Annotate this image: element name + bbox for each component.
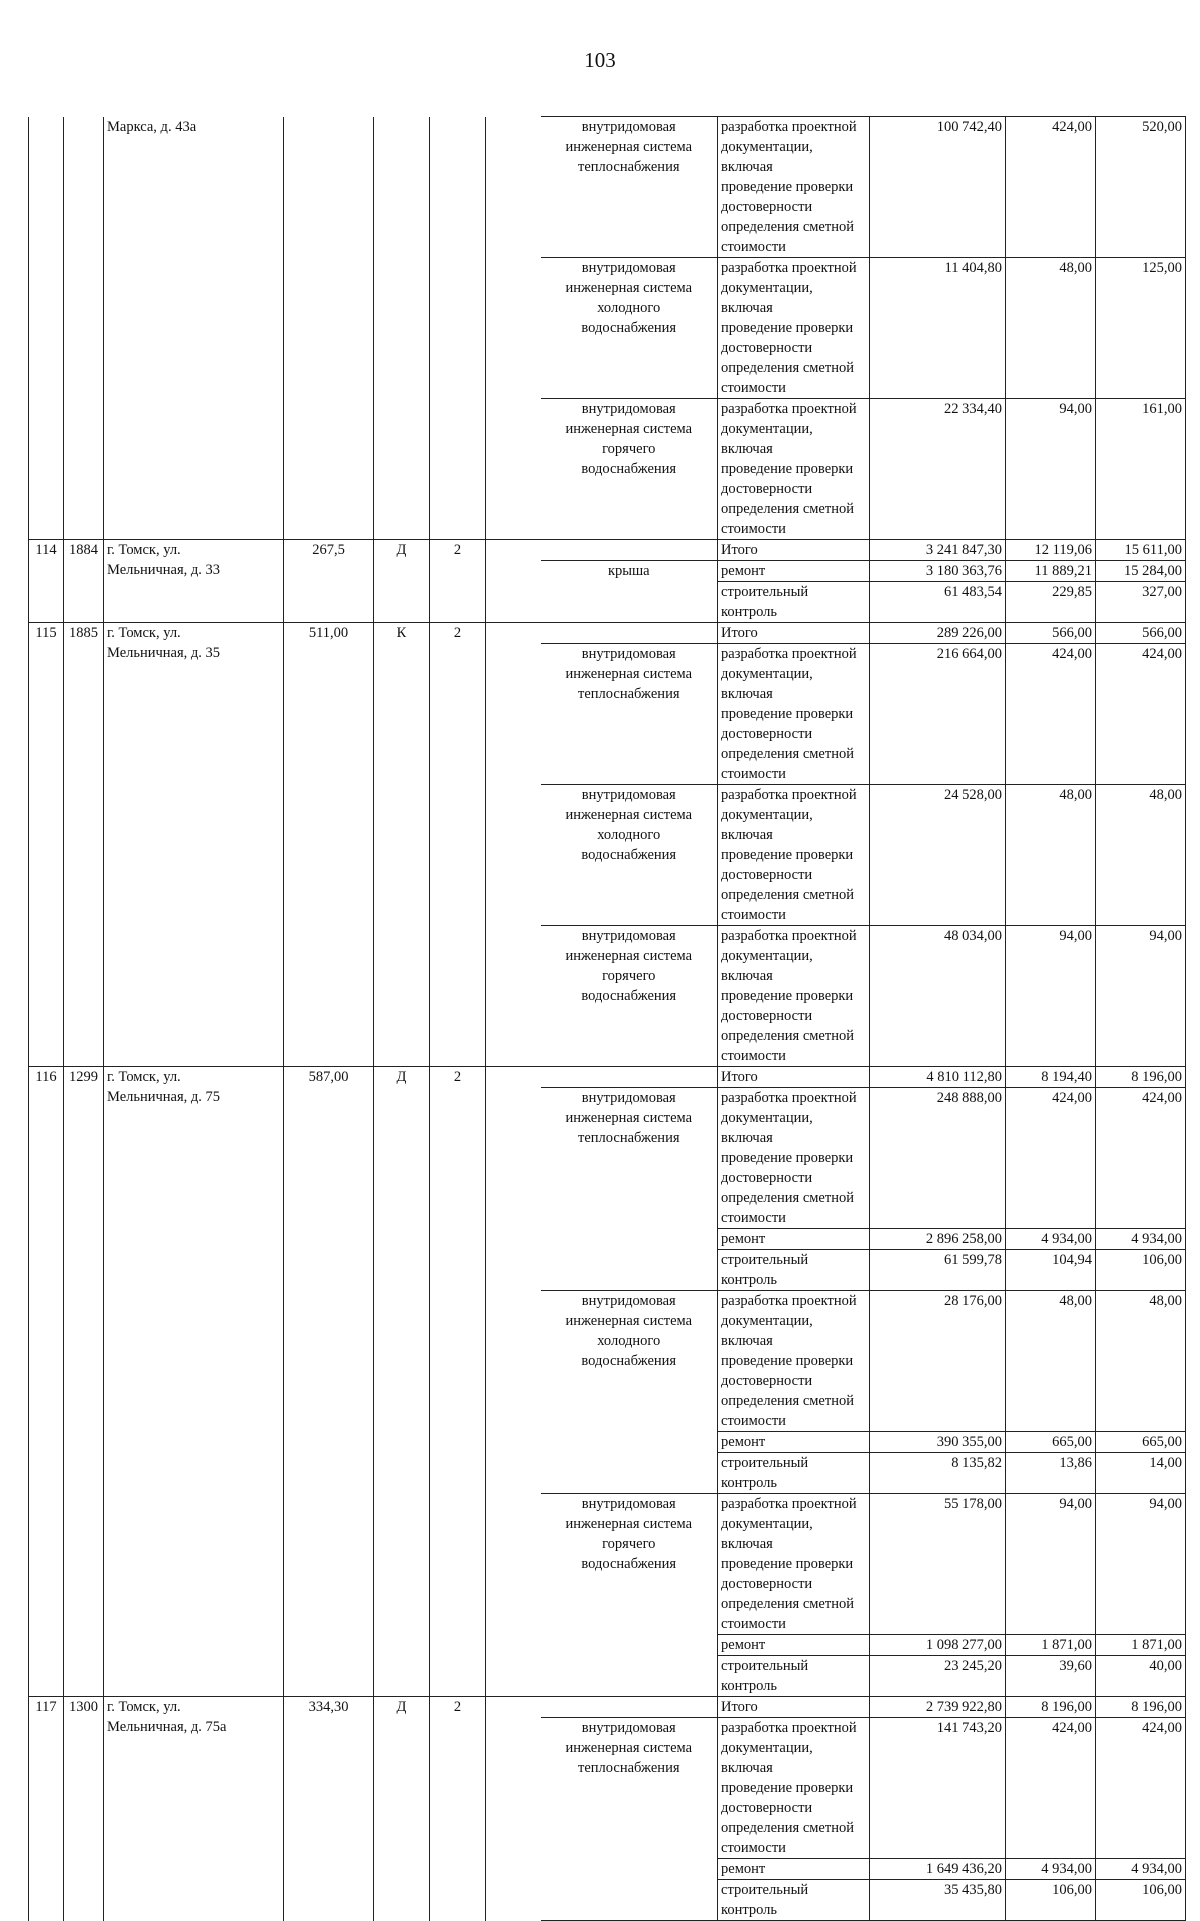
cost-cell: 390 355,00: [870, 1432, 1006, 1453]
row-number: 115: [29, 623, 64, 1067]
repair-program-table: [28, 116, 1186, 1921]
row-number: 117: [29, 1697, 64, 1921]
limit-cell: 125,00: [1096, 258, 1186, 399]
cost-cell: 61 483,54: [870, 582, 1006, 623]
limit-cell: 94,00: [1096, 926, 1186, 1067]
row-number: 114: [29, 540, 64, 623]
per-m2-cell: 8 194,40: [1006, 1067, 1096, 1088]
limit-cell: 48,00: [1096, 1291, 1186, 1432]
work-cell: разработка проектной документации, включая проведение проверки достоверности определения сметной стоимости: [718, 1494, 870, 1635]
limit-cell: 520,00: [1096, 117, 1186, 258]
repair-label: ремонт: [718, 1635, 870, 1656]
system-cell: внутридомовая инженерная система теплоснабжения: [541, 1718, 718, 1921]
limit-cell: 566,00: [1096, 623, 1186, 644]
system-cell: внутридомовая инженерная система горячего водоснабжения: [541, 1494, 718, 1697]
limit-cell: 106,00: [1096, 1880, 1186, 1921]
limit-cell: 4 934,00: [1096, 1229, 1186, 1250]
cost-cell: 4 810 112,80: [870, 1067, 1006, 1088]
per-m2-cell: 424,00: [1006, 1088, 1096, 1229]
per-m2-cell: 12 119,06: [1006, 540, 1096, 561]
cost-cell: 100 742,40: [870, 117, 1006, 258]
work-cell: разработка проектной документации, включая проведение проверки достоверности определения сметной стоимости: [718, 117, 870, 258]
table-row: [29, 1067, 1186, 1088]
area-cell: 587,00: [284, 1067, 374, 1697]
cost-cell: 23 245,20: [870, 1656, 1006, 1697]
cost-cell: 248 888,00: [870, 1088, 1006, 1229]
limit-cell: 665,00: [1096, 1432, 1186, 1453]
area-cell: 267,5: [284, 540, 374, 623]
cost-cell: 289 226,00: [870, 623, 1006, 644]
limit-cell: 1 871,00: [1096, 1635, 1186, 1656]
cost-cell: 22 334,40: [870, 399, 1006, 540]
table-row: [29, 540, 1186, 561]
cost-cell: 48 034,00: [870, 926, 1006, 1067]
work-cell: разработка проектной документации, включая проведение проверки достоверности определения сметной стоимости: [718, 644, 870, 785]
object-code: 1299: [64, 1067, 104, 1697]
count-cell: 2: [430, 1067, 486, 1697]
system-cell: крыша: [541, 561, 718, 623]
per-m2-cell: 104,94: [1006, 1250, 1096, 1291]
repair-label: ремонт: [718, 1859, 870, 1880]
system-cell: внутридомовая инженерная система горячего водоснабжения: [541, 399, 718, 540]
work-cell: разработка проектной документации, включая проведение проверки достоверности определения сметной стоимости: [718, 785, 870, 926]
address-cell: г. Томск, ул. Мельничная, д. 75а: [104, 1697, 284, 1921]
per-m2-cell: 4 934,00: [1006, 1859, 1096, 1880]
per-m2-cell: 229,85: [1006, 582, 1096, 623]
work-cell: разработка проектной документации, включая проведение проверки достоверности определения сметной стоимости: [718, 1088, 870, 1229]
control-label: строительный контроль: [718, 582, 870, 623]
total-label: Итого: [718, 1697, 870, 1718]
type-cell: Д: [374, 540, 430, 623]
system-cell: внутридомовая инженерная система горячего водоснабжения: [541, 926, 718, 1067]
control-label: строительный контроль: [718, 1453, 870, 1494]
limit-cell: 15 611,00: [1096, 540, 1186, 561]
total-label: Итого: [718, 1067, 870, 1088]
count-cell: 2: [430, 623, 486, 1067]
per-m2-cell: 665,00: [1006, 1432, 1096, 1453]
count-cell: 2: [430, 1697, 486, 1921]
type-cell: К: [374, 623, 430, 1067]
limit-cell: 424,00: [1096, 644, 1186, 785]
limit-cell: 15 284,00: [1096, 561, 1186, 582]
control-label: строительный контроль: [718, 1250, 870, 1291]
cost-cell: 141 743,20: [870, 1718, 1006, 1859]
control-label: строительный контроль: [718, 1656, 870, 1697]
limit-cell: 4 934,00: [1096, 1859, 1186, 1880]
per-m2-cell: 424,00: [1006, 117, 1096, 258]
repair-label: ремонт: [718, 561, 870, 582]
per-m2-cell: 13,86: [1006, 1453, 1096, 1494]
system-cell: внутридомовая инженерная система холодного водоснабжения: [541, 1291, 718, 1494]
repair-label: ремонт: [718, 1229, 870, 1250]
type-cell: Д: [374, 1067, 430, 1697]
system-cell: внутридомовая инженерная система теплоснабжения: [541, 1088, 718, 1291]
cost-cell: 35 435,80: [870, 1880, 1006, 1921]
address-cell: г. Томск, ул. Мельничная, д. 33: [104, 540, 284, 623]
work-cell: разработка проектной документации, включая проведение проверки достоверности определения сметной стоимости: [718, 926, 870, 1067]
limit-cell: 14,00: [1096, 1453, 1186, 1494]
address-cell: г. Томск, ул. Мельничная, д. 75: [104, 1067, 284, 1697]
per-m2-cell: 39,60: [1006, 1656, 1096, 1697]
limit-cell: 161,00: [1096, 399, 1186, 540]
object-code: 1884: [64, 540, 104, 623]
table-row: [29, 623, 1186, 644]
limit-cell: 8 196,00: [1096, 1697, 1186, 1718]
area-cell: 334,30: [284, 1697, 374, 1921]
limit-cell: 94,00: [1096, 1494, 1186, 1635]
cost-cell: 1 098 277,00: [870, 1635, 1006, 1656]
total-label: Итого: [718, 540, 870, 561]
limit-cell: 424,00: [1096, 1718, 1186, 1859]
per-m2-cell: 48,00: [1006, 1291, 1096, 1432]
per-m2-cell: 424,00: [1006, 1718, 1096, 1859]
area-cell: 511,00: [284, 623, 374, 1067]
limit-cell: 8 196,00: [1096, 1067, 1186, 1088]
work-cell: разработка проектной документации, включая проведение проверки достоверности определения сметной стоимости: [718, 1718, 870, 1859]
total-label: Итого: [718, 623, 870, 644]
work-cell: разработка проектной документации, включая проведение проверки достоверности определения сметной стоимости: [718, 258, 870, 399]
cost-cell: 3 180 363,76: [870, 561, 1006, 582]
per-m2-cell: 8 196,00: [1006, 1697, 1096, 1718]
cost-cell: 61 599,78: [870, 1250, 1006, 1291]
per-m2-cell: 424,00: [1006, 644, 1096, 785]
work-cell: разработка проектной документации, включая проведение проверки достоверности определения сметной стоимости: [718, 399, 870, 540]
address-cell: Маркса, д. 43а: [104, 117, 284, 540]
cost-cell: 1 649 436,20: [870, 1859, 1006, 1880]
limit-cell: 48,00: [1096, 785, 1186, 926]
address-cell: г. Томск, ул. Мельничная, д. 35: [104, 623, 284, 1067]
per-m2-cell: 94,00: [1006, 1494, 1096, 1635]
table-row: [29, 117, 1186, 258]
system-cell: внутридомовая инженерная система холодного водоснабжения: [541, 258, 718, 399]
per-m2-cell: 1 871,00: [1006, 1635, 1096, 1656]
per-m2-cell: 11 889,21: [1006, 561, 1096, 582]
per-m2-cell: 106,00: [1006, 1880, 1096, 1921]
object-code: 1300: [64, 1697, 104, 1921]
cost-cell: 11 404,80: [870, 258, 1006, 399]
per-m2-cell: 94,00: [1006, 399, 1096, 540]
count-cell: 2: [430, 540, 486, 623]
work-cell: разработка проектной документации, включая проведение проверки достоверности определения сметной стоимости: [718, 1291, 870, 1432]
system-cell: внутридомовая инженерная система теплоснабжения: [541, 117, 718, 258]
system-cell: внутридомовая инженерная система холодного водоснабжения: [541, 785, 718, 926]
cost-cell: 28 176,00: [870, 1291, 1006, 1432]
cost-cell: 24 528,00: [870, 785, 1006, 926]
repair-label: ремонт: [718, 1432, 870, 1453]
limit-cell: 40,00: [1096, 1656, 1186, 1697]
page-number: 103: [584, 48, 616, 72]
cost-cell: 55 178,00: [870, 1494, 1006, 1635]
cost-cell: 3 241 847,30: [870, 540, 1006, 561]
cost-cell: 216 664,00: [870, 644, 1006, 785]
per-m2-cell: 48,00: [1006, 785, 1096, 926]
system-cell: внутридомовая инженерная система теплоснабжения: [541, 644, 718, 785]
limit-cell: 327,00: [1096, 582, 1186, 623]
per-m2-cell: 48,00: [1006, 258, 1096, 399]
row-number: 116: [29, 1067, 64, 1697]
cost-cell: 8 135,82: [870, 1453, 1006, 1494]
object-code: 1885: [64, 623, 104, 1067]
per-m2-cell: 94,00: [1006, 926, 1096, 1067]
cost-cell: 2 739 922,80: [870, 1697, 1006, 1718]
table-row: [29, 1697, 1186, 1718]
per-m2-cell: 566,00: [1006, 623, 1096, 644]
limit-cell: 424,00: [1096, 1088, 1186, 1229]
per-m2-cell: 4 934,00: [1006, 1229, 1096, 1250]
limit-cell: 106,00: [1096, 1250, 1186, 1291]
control-label: строительный контроль: [718, 1880, 870, 1921]
cost-cell: 2 896 258,00: [870, 1229, 1006, 1250]
type-cell: Д: [374, 1697, 430, 1921]
